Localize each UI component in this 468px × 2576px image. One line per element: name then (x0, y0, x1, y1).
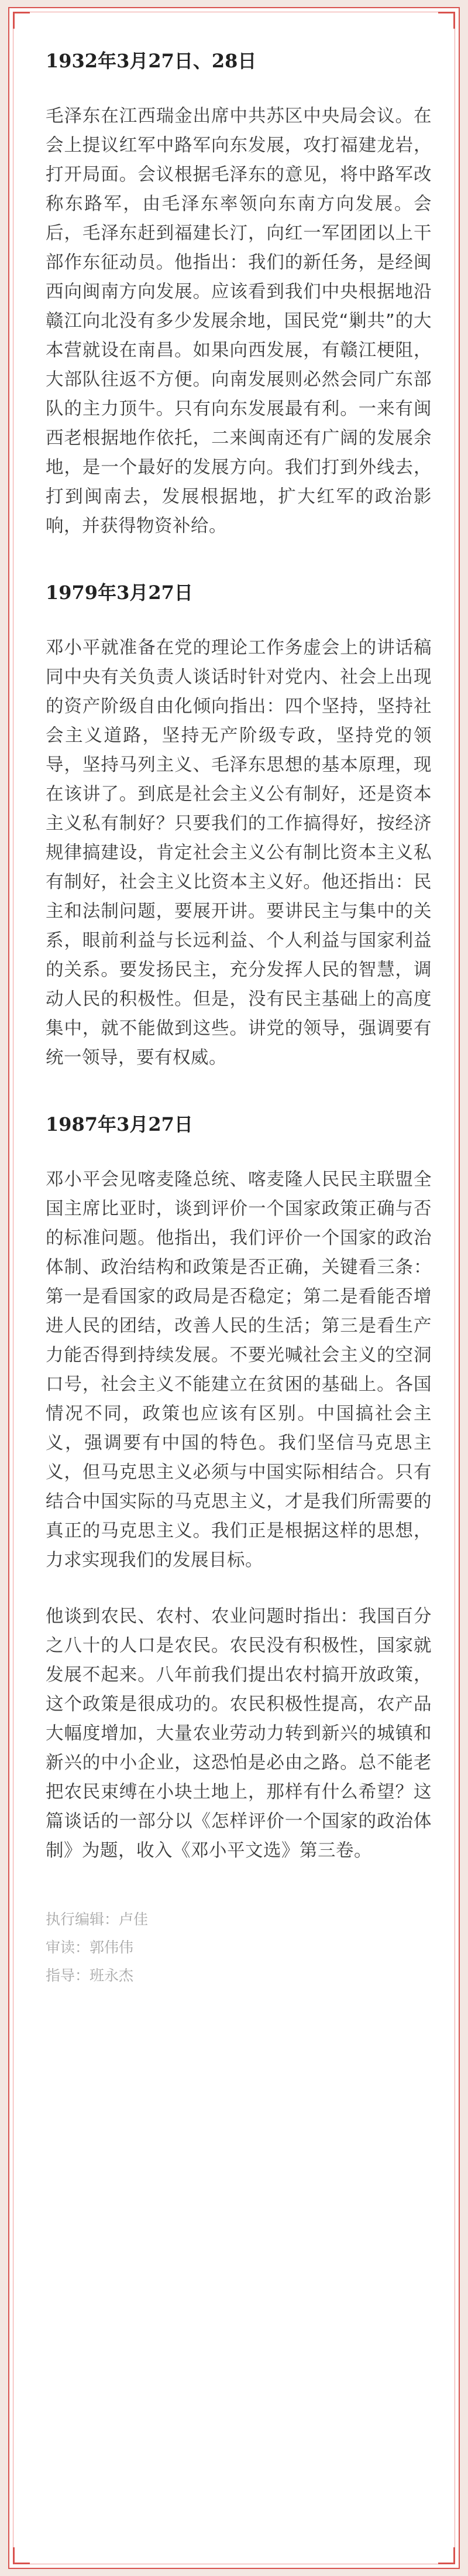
entry-1987 (46, 1113, 432, 1866)
entry-date: 1979年3月27日 (46, 581, 193, 604)
editor-credits (46, 1906, 432, 1990)
corner-ornament (13, 12, 30, 29)
entry-paragraph: 邓小平就准备在党的理论工作务虚会上的讲话稿同中央有关负责人谈话时针对党内、社会上出现的资产阶级自由化倾向指出：四个坚持，坚持社会主义道路，坚持无产阶级专政，坚持党的领导，坚持马列主义、毛泽东思想的基本原理，现在该讲了。到底是社会主义公有制好，还是资本主义私有制好？只要我们的工作搞得好，按经济规律搞建设，肯定社会主义公有制比资本主义私有制好，社会主义比资本主义好。他还指出：民主和法制问题，要展开讲。要讲民主与集中的关系，眼前利益与长远利益、个人利益与国家利益的关系。要发扬民主，充分发挥人民的智慧，调动人民的积极性。但是，没有民主基础上的高度集中，就不能做到这些。讲党的领导，强调要有统一领导，要有权威。 (46, 638, 432, 1068)
entry-paragraph: 他谈到农民、农村、农业问题时指出：我国百分之八十的人口是农民。农民没有积极性，国家就发展不起来。八年前我们提出农村搞开放政策，这个政策是很成功的。农民积极性提高，农产品大幅度增加，大量农业劳动力转到新兴的城镇和新兴的中小企业，这恐怕是必由之路。总不能老把农民束缚在小块土地上，那样有什么希望？这篇谈话的一部分以《怎样评价一个国家的政治体制》为题，收入《邓小平文选》第三卷。 (46, 1606, 432, 1861)
entry-paragraph: 毛泽东在江西瑞金出席中共苏区中央局会议。在会上提议红军中路军向东发展，攻打福建龙岩，打开局面。会议根据毛泽东的意见，将中路军改称东路军，由毛泽东率领向东南方向发展。会后，毛泽东赶到福建长汀，向红一军团团以上干部作东征动员。他指出：我们的新任务，是经闽西向闽南方向发展。应该看到我们中央根据地沿赣江向北没有多少发展余地，国民党“剿共”的大本营就设在南昌。如果向西发展，有赣江梗阻，大部队往返不方便。向南发展则必然会同广东部队的主力顶牛。只有向东发展最有利。一来有闽西老根据地作依托，二来闽南还有广阔的发展余地，是一个最好的发展方向。我们打到外线去，打到闽南去，发展根据地，扩大红军的政治影响，并获得物资补给。 (46, 106, 432, 536)
corner-ornament (438, 2547, 455, 2564)
corner-ornament (438, 12, 455, 29)
credit-supervisor: 指导：班永杰 (46, 1967, 134, 1984)
article-body (46, 49, 432, 1990)
corner-ornament (13, 2547, 30, 2564)
entry-1932 (46, 49, 432, 541)
entry-paragraph: 邓小平会见喀麦隆总统、喀麦隆人民民主联盟全国主席比亚时，谈到评价一个国家政策正确与否的标准问题。他指出，我们评价一个国家的政治体制、政治结构和政策是否正确，关键看三条：第一是看国家的政局是否稳定；第二是看能否增进人民的团结，改善人民的生活；第三是看生产力能否得到持续发展。不要光喊社会主义的空洞口号，社会主义不能建立在贫困的基础上。各国情况不同，政策也应该有区别。中国搞社会主义，强调要有中国的特色。我们坚信马克思主义，但马克思主义必须与中国实际相结合。只有结合中国实际的马克思主义，才是我们所需要的真正的马克思主义。我们正是根据这样的思想，力求实现我们的发展目标。 (46, 1169, 432, 1571)
entry-date: 1932年3月27日、28日 (46, 50, 257, 72)
article-frame (8, 7, 460, 2569)
credit-executive-editor: 执行编辑：卢佳 (46, 1911, 149, 1928)
credit-proofreader: 审读：郭伟伟 (46, 1939, 134, 1956)
entry-1979 (46, 581, 432, 1073)
entry-date: 1987年3月27日 (46, 1113, 193, 1135)
